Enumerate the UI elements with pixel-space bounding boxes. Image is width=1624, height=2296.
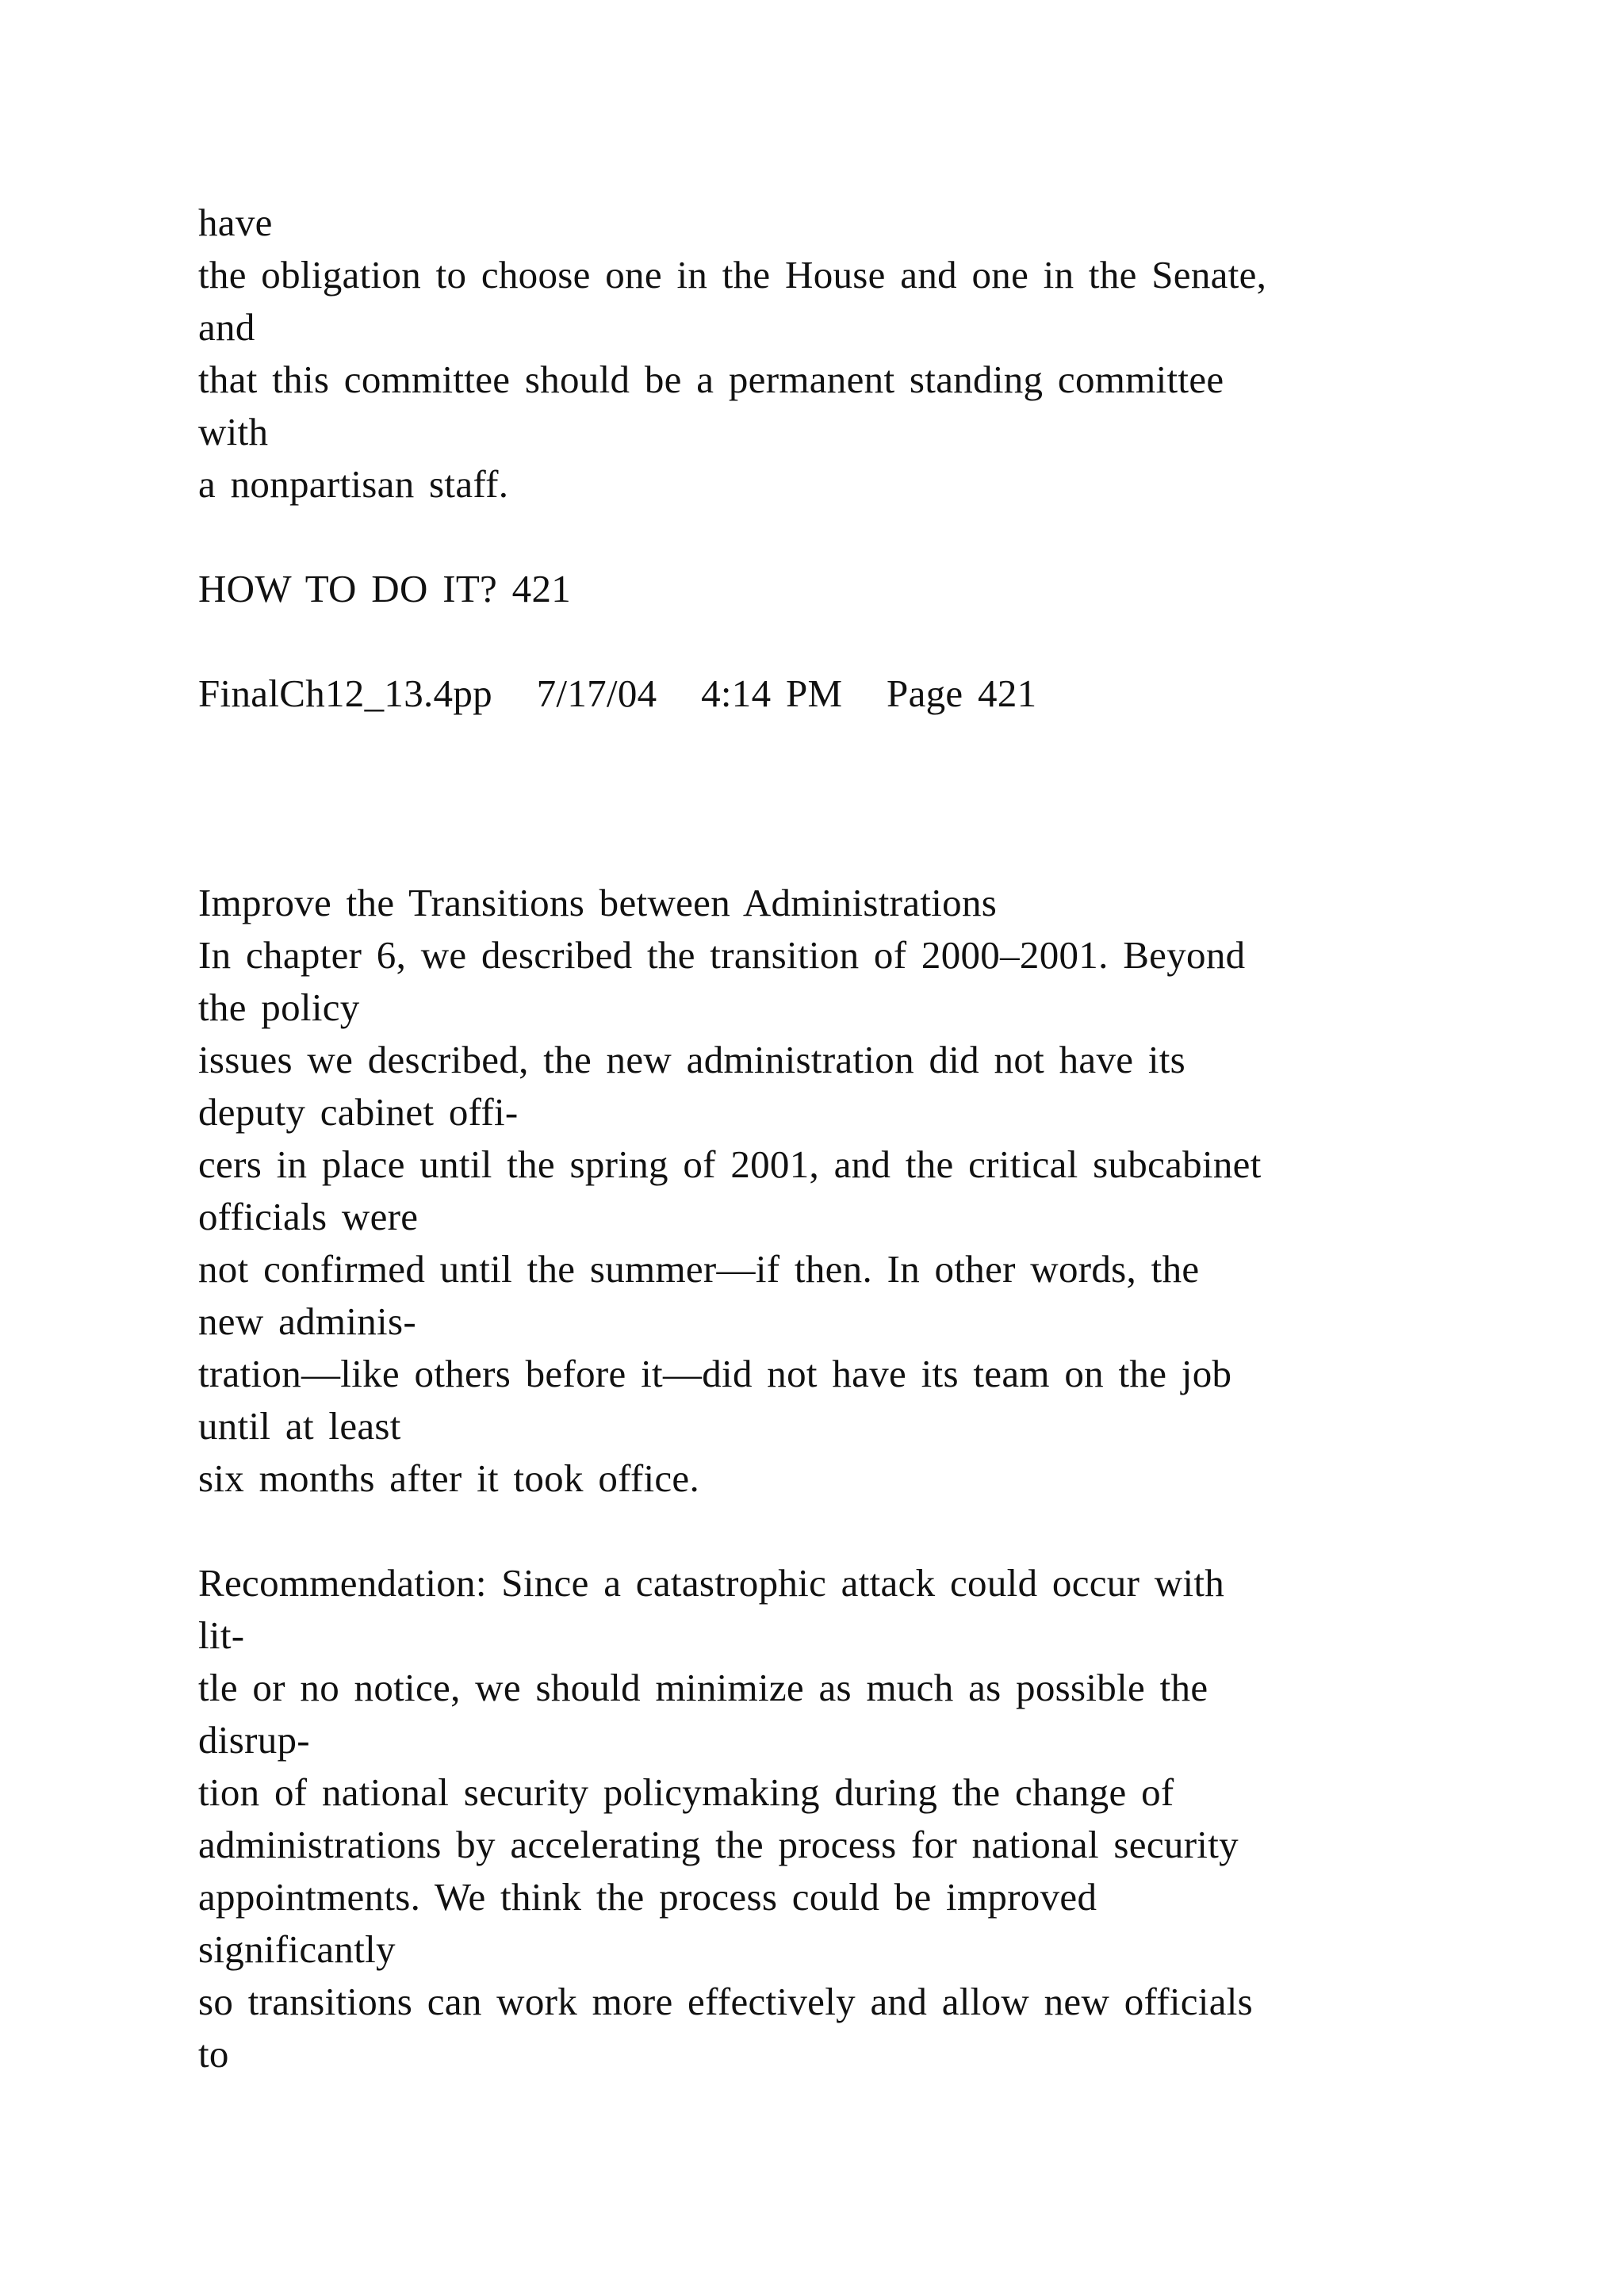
text-line: issues we described, the new administration did not have its — [198, 1038, 1186, 1081]
text-line: not confirmed until the summer—if then. In other words, the — [198, 1247, 1200, 1291]
text-line: In chapter 6, we described the transition of 2000–2001. Beyond — [198, 933, 1246, 977]
print-slug: FinalCh12_13.4pp 7/17/04 4:14 PM Page 421 — [198, 672, 1037, 715]
text-line: cers in place until the spring of 2001, and the critical subcabinet — [198, 1142, 1262, 1186]
recommendation-line: significantly — [198, 1927, 396, 1971]
text-line: officials were — [198, 1195, 419, 1238]
text-line: the policy — [198, 985, 360, 1029]
recommendation-line: to — [198, 2032, 229, 2076]
recommendation-line: so transitions can work more effectively and allow new officials — [198, 1980, 1254, 2023]
text-line: new adminis- — [198, 1299, 416, 1343]
recommendation-line: appointments. We think the process could be improved — [198, 1875, 1097, 1919]
recommendation-line: lit- — [198, 1613, 245, 1657]
recommendation-line: Recommendation: Since a catastrophic attack could occur with — [198, 1561, 1225, 1605]
running-footer: HOW TO DO IT? 421 — [198, 567, 572, 610]
recommendation-line: disrup- — [198, 1718, 310, 1762]
text-line: and — [198, 305, 255, 349]
text-line: with — [198, 410, 269, 453]
recommendation-line: administrations by accelerating the process for national security — [198, 1823, 1239, 1866]
text-line: a nonpartisan staff. — [198, 462, 509, 506]
text-line: deputy cabinet offi- — [198, 1090, 519, 1134]
text-line: six months after it took office. — [198, 1456, 700, 1500]
text-line: that this committee should be a permanent standing committee — [198, 358, 1224, 401]
recommendation-line: tion of national security policymaking during the change of — [198, 1770, 1174, 1814]
text-line: the obligation to choose one in the House and one in the Senate, — [198, 253, 1267, 297]
text-line: have — [198, 201, 273, 244]
text-line: until at least — [198, 1404, 401, 1448]
section-heading: Improve the Transitions between Administrations — [198, 881, 998, 924]
recommendation-line: tle or no notice, we should minimize as much as possible the — [198, 1666, 1208, 1709]
text-line: tration—like others before it—did not have its team on the job — [198, 1352, 1232, 1395]
